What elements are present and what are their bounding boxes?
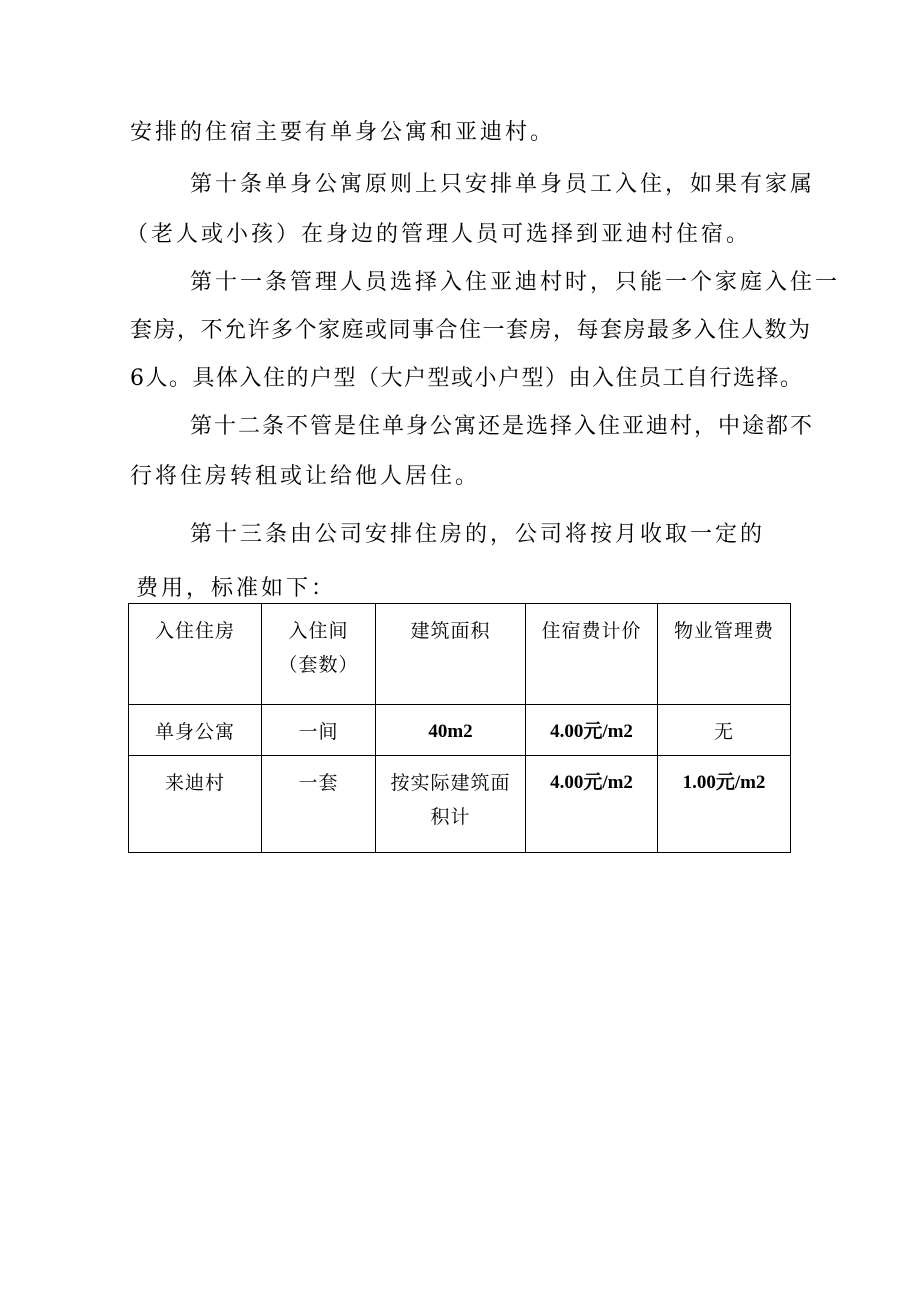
header-cell-rooms <box>262 604 376 705</box>
table-cell <box>526 756 658 853</box>
paragraph-line-9: 第十三条由公司安排住房的，公司将按月收取一定的 <box>190 522 766 547</box>
cell-text: 积计 <box>430 806 471 828</box>
cell-text: 入住住房 <box>154 620 235 642</box>
cell-text: 住宿费计价 <box>541 620 642 642</box>
table-cell <box>658 705 791 756</box>
table-header-row <box>129 604 791 705</box>
cell-text: 一间 <box>298 721 339 743</box>
cell-text: 1.00元/m2 <box>682 772 766 793</box>
table-cell <box>129 705 262 756</box>
table-cell <box>262 756 376 853</box>
cell-text: 4.00元/m2 <box>550 772 633 793</box>
cell-text: 物业管理费 <box>673 620 774 642</box>
paragraph-line-3: （老人或小孩）在身边的管理人员可选择到亚迪村住宿。 <box>126 222 752 247</box>
cell-text: 按实际建筑面 <box>390 772 511 794</box>
table-cell <box>658 756 791 853</box>
header-cell-housing <box>129 604 262 705</box>
table-row <box>129 756 791 853</box>
cell-text: 40m2 <box>428 721 473 742</box>
paragraph-line-7: 第十二条不管是住单身公寓还是选择入住亚迪村，中途都不 <box>190 414 815 439</box>
paragraph-line-4: 第十一条管理人员选择入住亚迪村时，只能一个家庭入住一 <box>190 270 841 295</box>
header-cell-property-fee <box>658 604 791 705</box>
table-cell <box>129 756 262 853</box>
cell-text: 入住间 <box>288 620 349 642</box>
paragraph-line-5: 套房，不允许多个家庭或同事合住一套房，每套房最多入住人数为 <box>130 318 812 343</box>
housing-fee-table <box>128 603 791 853</box>
cell-text: 4.00元/m2 <box>550 721 633 742</box>
cell-text: （套数） <box>278 654 359 676</box>
cell-text: 建筑面积 <box>410 620 491 642</box>
table-cell <box>376 705 526 756</box>
table-row <box>129 705 791 756</box>
paragraph-line-1: 安排的住宿主要有单身公寓和亚迪村。 <box>130 120 556 145</box>
header-cell-rent <box>526 604 658 705</box>
cell-text: 来迪村 <box>164 772 225 794</box>
table-cell <box>376 756 526 853</box>
cell-text: 无 <box>713 721 734 743</box>
cell-text: 一套 <box>298 772 339 794</box>
table-cell <box>526 705 658 756</box>
paragraph-line-2: 第十条单身公寓原则上只安排单身员工入住，如果有家属 <box>190 172 816 197</box>
paragraph-line-10: 费用，标准如下： <box>136 576 337 601</box>
paragraph-line-8: 行将住房转租或让给他人居住。 <box>130 464 481 489</box>
cell-text: 单身公寓 <box>154 721 235 743</box>
table-cell <box>262 705 376 756</box>
header-cell-area <box>376 604 526 705</box>
paragraph-line-6: 6人。具体入住的户型（大户型或小户型）由入住员工自行选择。 <box>130 366 804 391</box>
